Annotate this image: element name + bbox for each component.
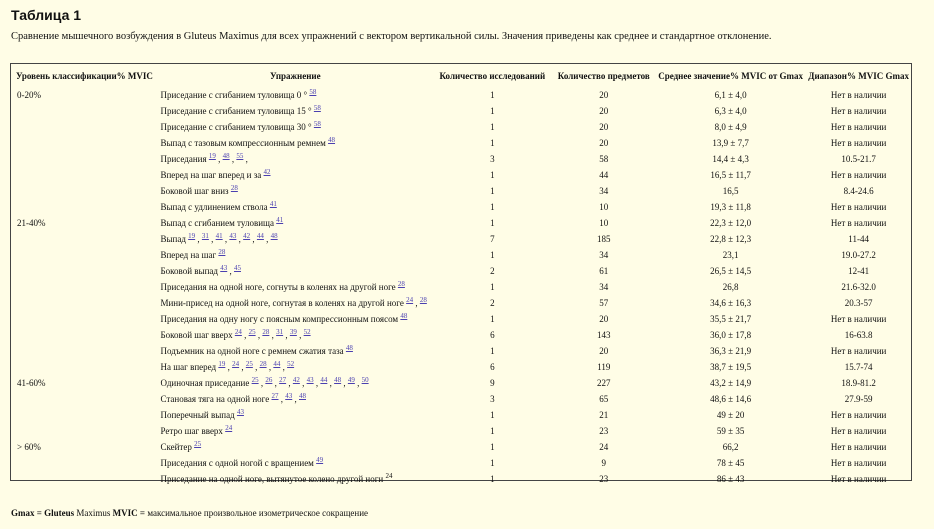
header-row (15, 67, 911, 84)
cell-mean: 35,5 ± 21,7 (710, 314, 752, 324)
reference-link[interactable]: 24 (406, 296, 414, 304)
cell-mean: 36,0 ± 17,8 (710, 330, 752, 340)
footnote-eq1: = (34, 508, 45, 518)
footnote (11, 508, 368, 518)
exercise-name: Боковой шаг вверх (160, 330, 233, 340)
reference-link[interactable]: 58 (313, 104, 321, 112)
cell-level (15, 308, 158, 324)
cell-studies: 1 (490, 138, 495, 148)
cell-studies: 1 (490, 314, 495, 324)
reference-link[interactable]: 48 (328, 136, 336, 144)
cell-studies: 1 (490, 458, 495, 468)
reference-link[interactable]: 42 (243, 232, 251, 240)
reference-link[interactable]: 31 (201, 232, 209, 240)
exercise-name: Одиночная приседание (160, 378, 250, 388)
cell-subjects: 34 (599, 186, 609, 196)
reference-link[interactable]: 41 (276, 216, 284, 224)
cell-exercise (158, 84, 432, 100)
reference-link[interactable]: 39 (289, 328, 297, 336)
cell-mean: 22,3 ± 12,0 (710, 218, 752, 228)
cell-exercise: Приседания $^{19}$ , $^{48}$ , $^{55}$ , (160, 152, 248, 164)
cell-exercise (158, 452, 432, 468)
reference-link[interactable]: 52 (303, 328, 311, 336)
cell-studies: 1 (490, 442, 495, 452)
cell-subjects: 9 (601, 458, 607, 468)
cell-exercise: Боковой шаг вверх $^{24}$ , $^{25}$ , $^{28}$ , $^{31}$ , $^{39}$ , $^{52}$ (160, 328, 311, 340)
cell-studies: 1 (490, 218, 495, 228)
cell-studies: 1 (490, 106, 495, 116)
cell-range: Нет в наличии (830, 442, 887, 452)
table-row (15, 276, 911, 292)
table-row (15, 468, 911, 484)
cell-subjects: 20 (599, 90, 609, 100)
reference-link[interactable]: 48 (270, 232, 278, 240)
cell-studies: 1 (490, 250, 495, 260)
cell-level (15, 132, 158, 148)
table-body (15, 84, 911, 484)
reference-link[interactable]: 25 (251, 376, 259, 384)
reference-link[interactable]: 25 (245, 360, 253, 368)
table-row (15, 404, 911, 420)
cell-exercise (158, 132, 432, 148)
table-row (15, 164, 911, 180)
cell-range: 21.6-32.0 (841, 282, 876, 292)
cell-exercise (158, 436, 432, 452)
reference-link[interactable]: 19 (218, 360, 226, 368)
footnote-gluteus: Gluteus (44, 508, 75, 518)
reference-link[interactable]: 27 (271, 392, 279, 400)
table-row (15, 324, 911, 340)
footnote-maximus: Maximus (74, 508, 113, 518)
cell-exercise (158, 308, 432, 324)
cell-subjects: 65 (599, 394, 609, 404)
exercise-name: Приседание с сгибанием туловища 30 ° (160, 122, 312, 132)
cell-range: Нет в наличии (830, 346, 887, 356)
cell-mean: 26,8 (722, 282, 739, 292)
data-table (15, 67, 911, 484)
reference-link[interactable]: 44 (320, 376, 328, 384)
reference-link[interactable]: 25 (248, 328, 256, 336)
table-row (15, 436, 911, 452)
cell-studies: 1 (490, 170, 495, 180)
table-row (15, 308, 911, 324)
reference-link[interactable]: 49 (316, 456, 324, 464)
cell-subjects: 61 (599, 266, 609, 276)
reference-link[interactable]: 48 (222, 152, 230, 160)
header-level: Уровень классификации% MVIC (16, 70, 153, 81)
cell-level (15, 356, 158, 372)
cell-studies: 2 (490, 266, 495, 276)
table-row (15, 148, 911, 164)
cell-mean: 38,7 ± 19,5 (710, 362, 752, 372)
exercise-name: Приседание с сгибанием туловища 0 ° (160, 90, 308, 100)
exercise-name: Становая тяга на одной ноге (160, 394, 270, 404)
cell-studies: 1 (490, 474, 495, 484)
reference-link[interactable]: 43 (285, 392, 293, 400)
cell-range: 19.0-27.2 (841, 250, 876, 260)
reference-link[interactable]: 41 (269, 200, 277, 208)
cell-range: 10.5-21.7 (841, 154, 876, 164)
cell-level (15, 276, 158, 292)
footnote-eq2: = (137, 508, 148, 518)
cell-exercise (158, 164, 432, 180)
reference-link[interactable]: 27 (279, 376, 287, 384)
exercise-name: Приседания с одной ногой с вращением (160, 458, 314, 468)
cell-level (15, 260, 158, 276)
cell-studies: 6 (490, 362, 495, 372)
cell-mean: 78 ± 45 (716, 458, 745, 468)
footnote-mvic: MVIC (112, 508, 138, 518)
cell-mean: 14,4 ± 4,3 (712, 154, 749, 164)
exercise-name: Приседание с сгибанием туловища 15 ° (160, 106, 312, 116)
footnote-term: Gmax (11, 508, 35, 518)
cell-mean: 16,5 ± 11,7 (710, 170, 751, 180)
reference-link[interactable]: 28 (218, 248, 226, 256)
reference-link[interactable]: 48 (345, 344, 353, 352)
table-row (15, 244, 911, 260)
cell-mean: 8,0 ± 4,9 (714, 122, 747, 132)
cell-subjects: 10 (599, 202, 609, 212)
cell-mean: 19,3 ± 11,8 (710, 202, 751, 212)
cell-studies: 2 (490, 298, 495, 308)
reference-link[interactable]: 45 (233, 264, 241, 272)
reference-link[interactable]: 43 (229, 232, 237, 240)
cell-range: Нет в наличии (830, 202, 887, 212)
cell-range: Нет в наличии (830, 474, 887, 484)
reference-link[interactable]: 48 (299, 392, 306, 400)
cell-exercise: Одиночная приседание $^{25}$ , $^{26}$ , $^{27}$ , $^{42}$ , $^{43}$ , $^{44}$ , $^{48}$ , $^{49}$ , $^{50}$ (160, 376, 369, 388)
table-row (15, 116, 911, 132)
cell-range: Нет в наличии (830, 426, 887, 436)
cell-studies: 9 (490, 378, 495, 388)
cell-studies: 6 (490, 330, 495, 340)
cell-subjects: 44 (599, 170, 609, 180)
reference-link[interactable]: 24 (234, 328, 242, 336)
exercise-name: Вперед на шаг вперед и за (160, 170, 262, 180)
reference-link[interactable]: 55 (236, 152, 244, 160)
cell-mean: 6,3 ± 4,0 (714, 106, 747, 116)
cell-exercise: Мини-присед на одной ноге, согнутая в коленях на другой ноге $^{24}$ , $^{28}$ (160, 296, 427, 308)
cell-range: Нет в наличии (830, 138, 887, 148)
table-container (10, 63, 912, 484)
reference-link[interactable]: 28 (230, 184, 238, 192)
exercise-name: Приседание на одной ноге, вытянутое колено другой ноги (160, 474, 384, 484)
table-caption: Сравнение мышечного возбуждения в Gluteus Maximus для всех упражнений с вектором вертикальной силы. Значения приведены как среднее и стандартное отклонение. (11, 31, 772, 42)
table-row (15, 84, 911, 100)
cell-range: Нет в наличии (830, 458, 887, 468)
table-row (15, 388, 911, 404)
cell-subjects: 20 (599, 138, 609, 148)
cell-mean: 26,5 ± 14,5 (710, 266, 752, 276)
reference-link[interactable]: 50 (361, 376, 369, 384)
reference-link[interactable]: 19 (208, 152, 216, 160)
cell-mean: 49 ± 20 (716, 410, 745, 420)
reference-link[interactable]: 49 (347, 376, 355, 384)
cell-studies: 1 (490, 122, 495, 132)
cell-range: Нет в наличии (830, 122, 887, 132)
reference-link[interactable]: 41 (215, 232, 223, 240)
cell-subjects: 34 (599, 250, 609, 260)
cell-range: Нет в наличии (830, 410, 887, 420)
cell-subjects: 23 (599, 474, 609, 484)
table-row (15, 212, 911, 228)
reference-link: 24 (385, 472, 393, 480)
table-row (15, 180, 911, 196)
cell-level (15, 164, 158, 180)
cell-studies: 1 (490, 282, 495, 292)
reference-link[interactable]: 58 (313, 120, 321, 128)
cell-level (15, 324, 158, 340)
exercise-name: Выпад с тазовым компрессионным ремнем (160, 138, 326, 148)
cell-range: 20.3-57 (844, 298, 873, 308)
exercise-name: Приседания (160, 154, 207, 164)
cell-exercise (158, 100, 432, 116)
cell-range: Нет в наличии (830, 90, 887, 100)
cell-mean: 13,9 ± 7,7 (712, 138, 749, 148)
cell-exercise (158, 420, 432, 436)
reference-link[interactable]: 24 (232, 360, 240, 368)
header-subjects: Количество предметов (557, 70, 650, 81)
cell-range: Нет в наличии (830, 314, 887, 324)
cell-subjects: 185 (597, 234, 611, 244)
cell-level (15, 388, 158, 404)
cell-mean: 34,6 ± 16,3 (710, 298, 752, 308)
cell-level (15, 116, 158, 132)
table-row (15, 196, 911, 212)
cell-exercise: Выпад $^{19}$ , $^{31}$ , $^{41}$ , $^{43}$ , $^{42}$ , $^{44}$ , $^{48}$ (160, 232, 278, 244)
reference-link[interactable]: 31 (276, 328, 284, 336)
exercise-name: Боковой шаг вниз (160, 186, 229, 196)
cell-exercise (158, 116, 432, 132)
table-row (15, 356, 911, 372)
cell-subjects: 23 (599, 426, 609, 436)
cell-subjects: 20 (599, 106, 609, 116)
cell-range: 18.9-81.2 (841, 378, 876, 388)
exercise-name: На шаг вперед (160, 362, 217, 372)
table-row (15, 260, 911, 276)
table-row (15, 452, 911, 468)
cell-range: Нет в наличии (830, 218, 887, 228)
reference-link[interactable]: 58 (309, 88, 317, 96)
table-row (15, 292, 911, 308)
cell-level: 41-60% (17, 378, 46, 388)
exercise-name: Выпад (160, 234, 186, 244)
reference-link[interactable]: 43 (220, 264, 228, 272)
cell-mean: 23,1 (722, 250, 739, 260)
cell-subjects: 10 (599, 218, 609, 228)
cell-level (15, 100, 158, 116)
cell-level (15, 340, 158, 356)
exercise-name: Мини-присед на одной ноге, согнутая в коленях на другой ноге (160, 298, 404, 308)
cell-exercise (158, 340, 432, 356)
table-row (15, 100, 911, 116)
reference-link[interactable]: 25 (194, 440, 202, 448)
cell-studies: 3 (490, 154, 495, 164)
cell-exercise: Становая тяга на одной ноге $^{27}$ , $^{43}$ , $^{48}$ (160, 392, 306, 404)
cell-mean: 59 ± 35 (716, 426, 745, 436)
cell-studies: 1 (490, 186, 495, 196)
cell-exercise (158, 404, 432, 420)
reference-link[interactable]: 19 (188, 232, 196, 240)
exercise-name: Выпад с удлинением ствола (160, 202, 268, 212)
cell-subjects: 20 (599, 314, 609, 324)
reference-link[interactable]: 24 (225, 424, 233, 432)
footnote-definition: максимальное произвольное изометрическое сокращение (147, 508, 369, 518)
reference-link[interactable]: 28 (419, 296, 427, 304)
cell-subjects: 57 (599, 298, 609, 308)
cell-subjects: 143 (597, 330, 611, 340)
reference-link[interactable]: 28 (262, 328, 270, 336)
exercise-name: Скейтер (160, 442, 192, 452)
table-row (15, 372, 911, 388)
cell-level (15, 228, 158, 244)
header-mean: Среднее значение% MVIC от Gmax (658, 70, 804, 81)
reference-link[interactable]: 52 (287, 360, 295, 368)
cell-level: > 60% (17, 442, 41, 452)
header-studies: Количество исследований (439, 70, 546, 81)
cell-range: Нет в наличии (830, 106, 887, 116)
cell-level (15, 244, 158, 260)
cell-exercise (158, 196, 432, 212)
reference-link[interactable]: 48 (334, 376, 342, 384)
cell-mean: 16,5 (722, 186, 739, 196)
cell-subjects: 20 (599, 122, 609, 132)
reference-link[interactable]: 43 (236, 408, 244, 416)
cell-mean: 36,3 ± 21,9 (710, 346, 752, 356)
cell-exercise: На шаг вперед $^{19}$ , $^{24}$ , $^{25}$ , $^{28}$ , $^{44}$ , $^{52}$ (160, 360, 295, 372)
cell-studies: 1 (490, 346, 495, 356)
header-range: Диапазон% MVIC Gmax (808, 70, 909, 81)
table-row (15, 228, 911, 244)
reference-trail: , (243, 154, 248, 164)
cell-subjects: 119 (597, 362, 611, 372)
reference-link[interactable]: 42 (263, 168, 271, 176)
cell-subjects: 24 (599, 442, 609, 452)
cell-subjects: 20 (599, 346, 609, 356)
table-row (15, 132, 911, 148)
cell-exercise: Боковой выпад $^{43}$ , $^{45}$ (160, 264, 241, 276)
cell-mean: 22,8 ± 12,3 (710, 234, 752, 244)
cell-exercise (158, 468, 432, 484)
cell-level (15, 420, 158, 436)
table-row (15, 340, 911, 356)
cell-level (15, 404, 158, 420)
reference-link[interactable]: 42 (292, 376, 300, 384)
cell-subjects: 21 (599, 410, 609, 420)
cell-studies: 1 (490, 202, 495, 212)
exercise-name: Выпад с сгибанием туловища (160, 218, 274, 228)
cell-level (15, 468, 158, 484)
cell-level (15, 196, 158, 212)
exercise-name: Подъемник на одной ноге с ремнем сжатия таза (160, 346, 344, 356)
cell-studies: 3 (490, 394, 495, 404)
cell-range: Нет в наличии (830, 170, 887, 180)
reference-link[interactable]: 44 (256, 232, 264, 240)
cell-studies: 1 (490, 90, 495, 100)
exercise-name: Поперечный выпад (160, 410, 235, 420)
reference-link[interactable]: 43 (306, 376, 314, 384)
cell-exercise (158, 212, 432, 228)
cell-level (15, 452, 158, 468)
cell-level: 21-40% (17, 218, 46, 228)
cell-studies: 7 (490, 234, 495, 244)
exercise-name: Приседания на одну ногу с поясным компрессионным поясом (160, 314, 399, 324)
cell-range: 15.7-74 (844, 362, 873, 372)
exercise-name: Приседания на одной ноге, согнуты в коленях на другой ноге (160, 282, 396, 292)
cell-range: 27.9-59 (844, 394, 873, 404)
cell-subjects: 34 (599, 282, 609, 292)
table-row (15, 420, 911, 436)
cell-exercise (158, 180, 432, 196)
cell-studies: 1 (490, 426, 495, 436)
cell-exercise (158, 276, 432, 292)
cell-level (15, 292, 158, 308)
cell-range: 16-63.8 (844, 330, 873, 340)
cell-mean: 86 ± 43 (716, 474, 745, 484)
header-exercise: Упражнение (269, 70, 321, 81)
table-title: Таблица 1 (11, 7, 82, 23)
reference-link[interactable]: 26 (265, 376, 273, 384)
cell-subjects: 58 (599, 154, 609, 164)
cell-mean: 48,6 ± 14,6 (710, 394, 752, 404)
exercise-name: Ретро шаг вверх (160, 426, 223, 436)
cell-range: 12-41 (848, 266, 870, 276)
cell-mean: 66,2 (722, 442, 739, 452)
reference-link[interactable]: 28 (397, 280, 405, 288)
reference-link[interactable]: 44 (273, 360, 281, 368)
cell-studies: 1 (490, 410, 495, 420)
cell-subjects: 227 (597, 378, 611, 388)
exercise-name: Вперед на шаг (160, 250, 217, 260)
cell-exercise (158, 244, 432, 260)
cell-level (15, 148, 158, 164)
cell-level (15, 180, 158, 196)
cell-mean: 43,2 ± 14,9 (710, 378, 752, 388)
cell-level: 0-20% (17, 90, 41, 100)
reference-link[interactable]: 28 (259, 360, 267, 368)
cell-range: 8.4-24.6 (843, 186, 874, 196)
reference-link[interactable]: 48 (400, 312, 408, 320)
cell-range: 11-44 (848, 234, 869, 244)
exercise-name: Боковой выпад (160, 266, 218, 276)
cell-mean: 6,1 ± 4,0 (714, 90, 747, 100)
